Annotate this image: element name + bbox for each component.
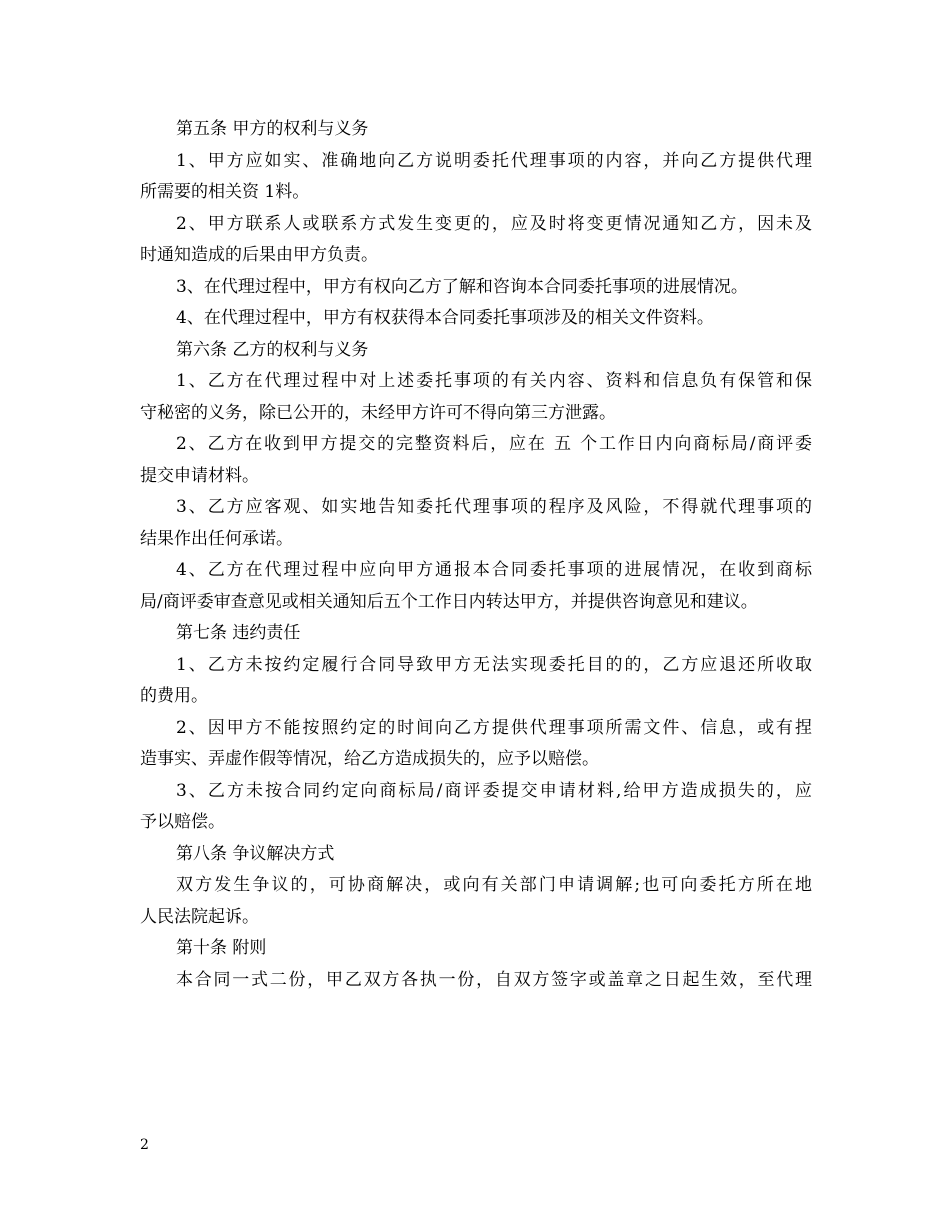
page-number: 2 bbox=[140, 1137, 149, 1153]
text-line: 3、在代理过程中，甲方有权向乙方了解和咨询本合同委托事项的进展情况。 bbox=[176, 276, 748, 297]
text-line: 结果作出任何承诺。 bbox=[140, 528, 293, 549]
text-line: 2、乙方在收到甲方提交的完整资料后，应在 五 个工作日内向商标局/商评委 bbox=[176, 434, 812, 454]
text-line: 2、甲方联系人或联系方式发生变更的，应及时将变更情况通知乙方，因未及 bbox=[176, 213, 812, 234]
text-line: 第五条 甲方的权利与义务 bbox=[176, 119, 369, 139]
text-line: 局/商评委审查意见或相关通知后五个工作日内转达甲方，并提供咨询意见和建议。 bbox=[140, 591, 758, 612]
text-line: 第七条 违约责任 bbox=[176, 623, 301, 643]
text-line: 4、乙方在代理过程中应向甲方通报本合同委托事项的进展情况，在收到商标 bbox=[176, 560, 812, 580]
text-line: 所需要的相关资 1料。 bbox=[140, 182, 310, 202]
text-line: 3、乙方应客观、如实地告知委托代理事项的程序及风险，不得就代理事项的 bbox=[176, 497, 812, 517]
text-line: 第十条 附则 bbox=[176, 938, 267, 958]
text-line: 守秘密的义务，除已公开的，未经甲方许可不得向第三方泄露。 bbox=[140, 402, 616, 423]
text-line: 本合同一式二份，甲乙双方各执一份，自双方签字或盖章之日起生效，至代理 bbox=[176, 969, 812, 990]
text-line: 予以赔偿。 bbox=[140, 812, 225, 832]
text-line: 人民法院起诉。 bbox=[140, 906, 259, 927]
text-line: 1、甲方应如实、准确地向乙方说明委托代理事项的内容，并向乙方提供代理 bbox=[176, 150, 812, 171]
text-line: 双方发生争议的，可协商解决，或向有关部门申请调解;也可向委托方所在地 bbox=[176, 875, 812, 895]
text-line: 2、因甲方不能按照约定的时间向乙方提供代理事项所需文件、信息，或有捏 bbox=[176, 717, 812, 738]
text-line: 提交申请材料。 bbox=[140, 465, 259, 486]
text-line: 造事实、弄虚作假等情况，给乙方造成损失的，应予以赔偿。 bbox=[140, 749, 599, 769]
text-line: 4、在代理过程中，甲方有权获得本合同委托事项涉及的相关文件资料。 bbox=[176, 308, 714, 328]
text-line: 的费用。 bbox=[140, 686, 208, 706]
document-body bbox=[140, 114, 812, 996]
text-line: 时通知造成的后果由甲方负责。 bbox=[140, 245, 378, 265]
text-line: 1、乙方在代理过程中对上述委托事项的有关内容、资料和信息负有保管和保 bbox=[176, 371, 812, 391]
text-line: 第六条 乙方的权利与义务 bbox=[176, 339, 369, 360]
text-line: 1、乙方未按约定履行合同导致甲方无法实现委托目的的，乙方应退还所收取 bbox=[176, 654, 812, 675]
text-line: 第八条 争议解决方式 bbox=[176, 843, 335, 864]
text-line: 3、乙方未按合同约定向商标局/商评委提交申请材料,给甲方造成损失的，应 bbox=[176, 780, 812, 801]
